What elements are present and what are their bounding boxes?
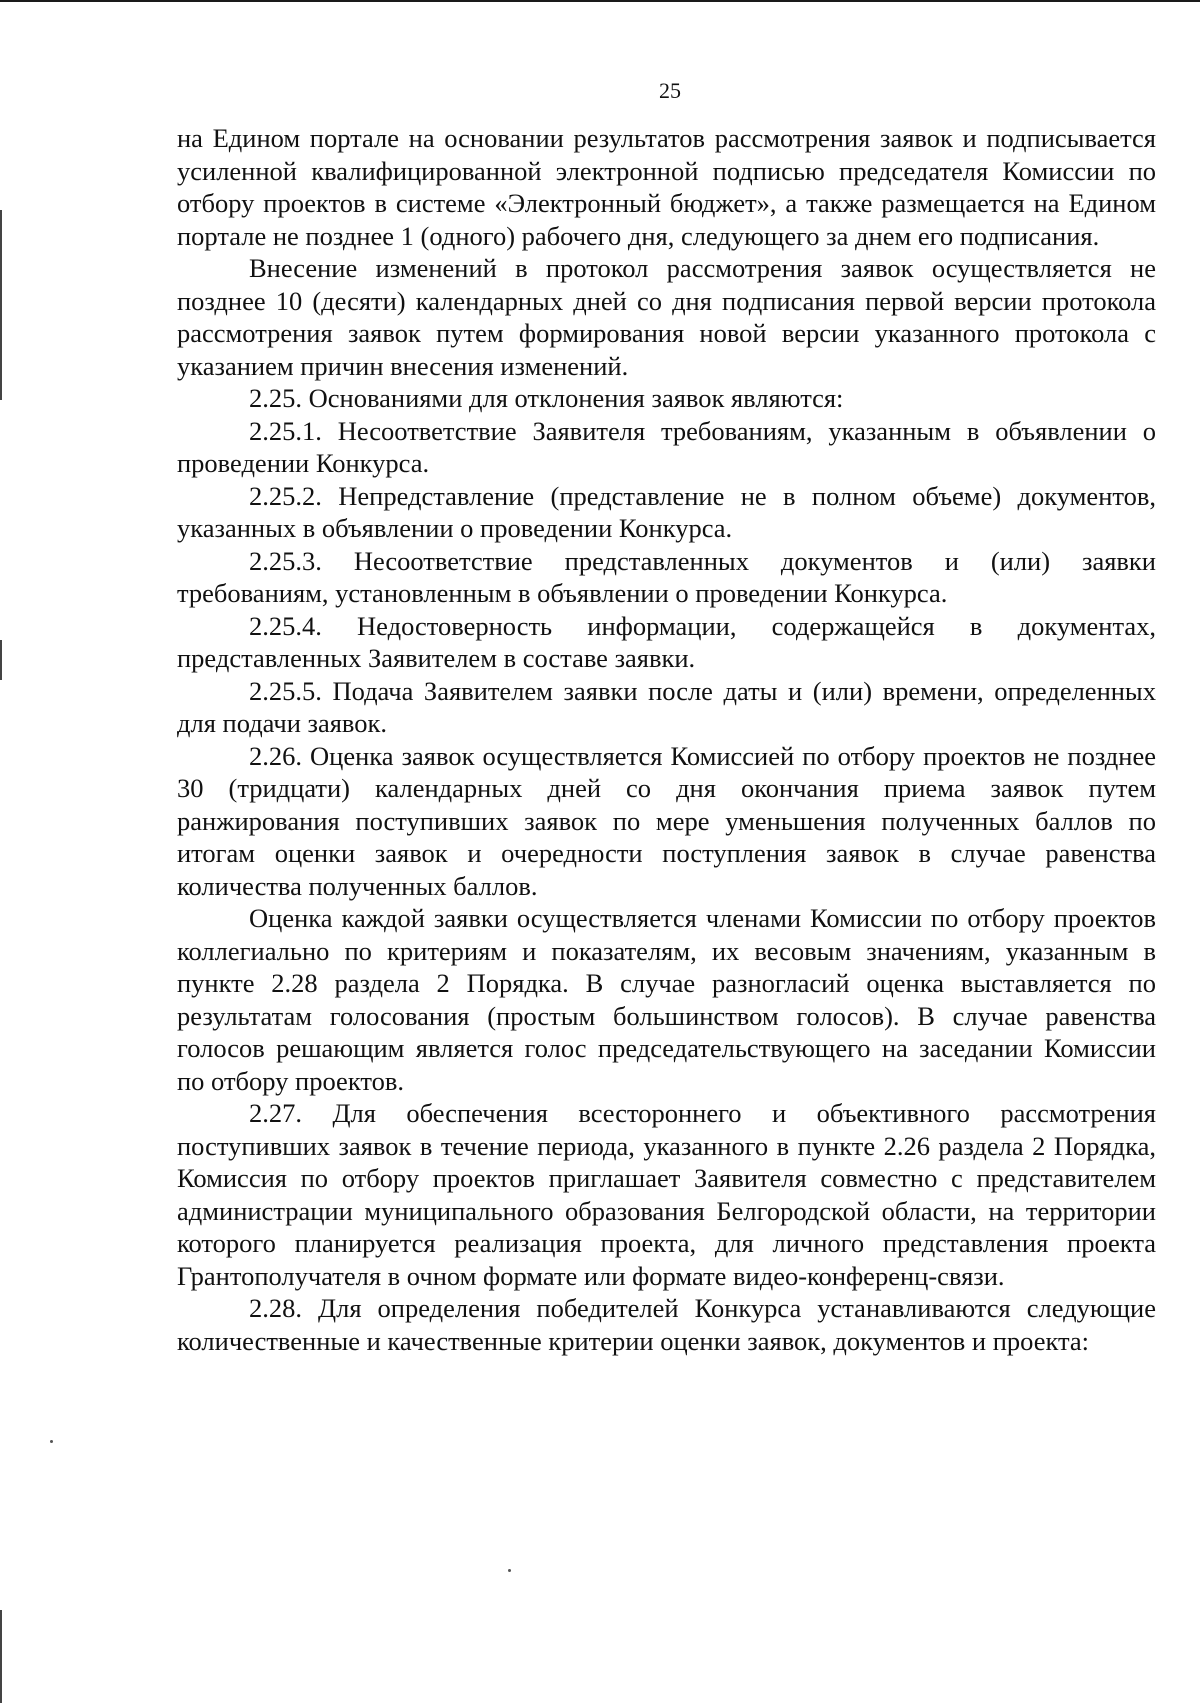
page-number: 25	[659, 78, 681, 103]
paragraph: Оценка каждой заявки осуществляется членами Комиссии по отбору проектов коллегиально по критериям и показателям, их весовым значениям, указанным в пункте 2.28 раздела 2 Порядка. В случае разногласий оценка выставляется по результатам голосования (простым большинством голосов). В случае равенства голосов решающим является голос председательствующего на заседании Комиссии по отбору проектов.	[177, 903, 1156, 1096]
paragraph: Внесение изменений в протокол рассмотрения заявок осуществляется не позднее 10 (десяти) календарных дней со дня подписания первой версии протокола рассмотрения заявок путем формирования новой версии указанного протокола с указанием причин внесения изменений.	[177, 253, 1156, 381]
scan-top-edge	[0, 0, 1200, 2]
paragraph: на Едином портале на основании результатов рассмотрения заявок и подписывается усиленной квалифицированной электронной подписью председателя Комиссии по отбору проектов в системе «Электронный бюджет», а также размещается на Едином портале не позднее 1 (одного) рабочего дня, следующего за днем его подписания.	[177, 123, 1156, 251]
paragraph: 2.27. Для обеспечения всестороннего и объективного рассмотрения поступивших заявок в течение периода, указанного в пункте 2.26 раздела 2 Порядка, Комиссия по отбору проектов приглашает Заявителя совместно с представителем администрации муниципального образования Белгородской области, на территории которого планируется реализация проекта, для личного представления проекта Грантополучателя в очном формате или формате видео-конференц-связи.	[177, 1098, 1156, 1291]
scan-left-edge-mark	[0, 1610, 2, 1703]
scan-left-edge-mark	[0, 640, 2, 680]
scan-speck	[508, 1569, 511, 1572]
paragraph: 2.25.3. Несоответствие представленных документов и (или) заявки требованиям, установленным в объявлении о проведении Конкурса.	[177, 545, 1156, 608]
scan-left-edge-mark	[0, 210, 2, 400]
paragraph: 2.28. Для определения победителей Конкурса устанавливаются следующие количественные и качественные критерии оценки заявок, документов и проекта:	[177, 1293, 1156, 1356]
body-text	[177, 122, 1156, 1357]
scan-speck	[50, 1440, 53, 1443]
paragraph: 2.25.1. Несоответствие Заявителя требованиям, указанным в объявлении о проведении Конкурса.	[177, 415, 1156, 478]
paragraph: 2.25.4. Недостоверность информации, содержащейся в документах, представленных Заявителем в составе заявки.	[177, 610, 1156, 673]
paragraph: 2.25.2. Непредставление (представление не в полном объеме) документов, указанных в объявлении о проведении Конкурса.	[177, 480, 1156, 543]
paragraph: 2.26. Оценка заявок осуществляется Комиссией по отбору проектов не позднее 30 (тридцати) календарных дней со дня окончания приема заявок путем ранжирования поступивших заявок по мере уменьшения полученных баллов по итогам оценки заявок и очередности поступления заявок в случае равенства количества полученных баллов.	[177, 740, 1156, 901]
paragraph: 2.25.5. Подача Заявителем заявки после даты и (или) времени, определенных для подачи заявок.	[177, 675, 1156, 738]
paragraph: 2.25. Основаниями для отклонения заявок являются:	[249, 383, 844, 413]
